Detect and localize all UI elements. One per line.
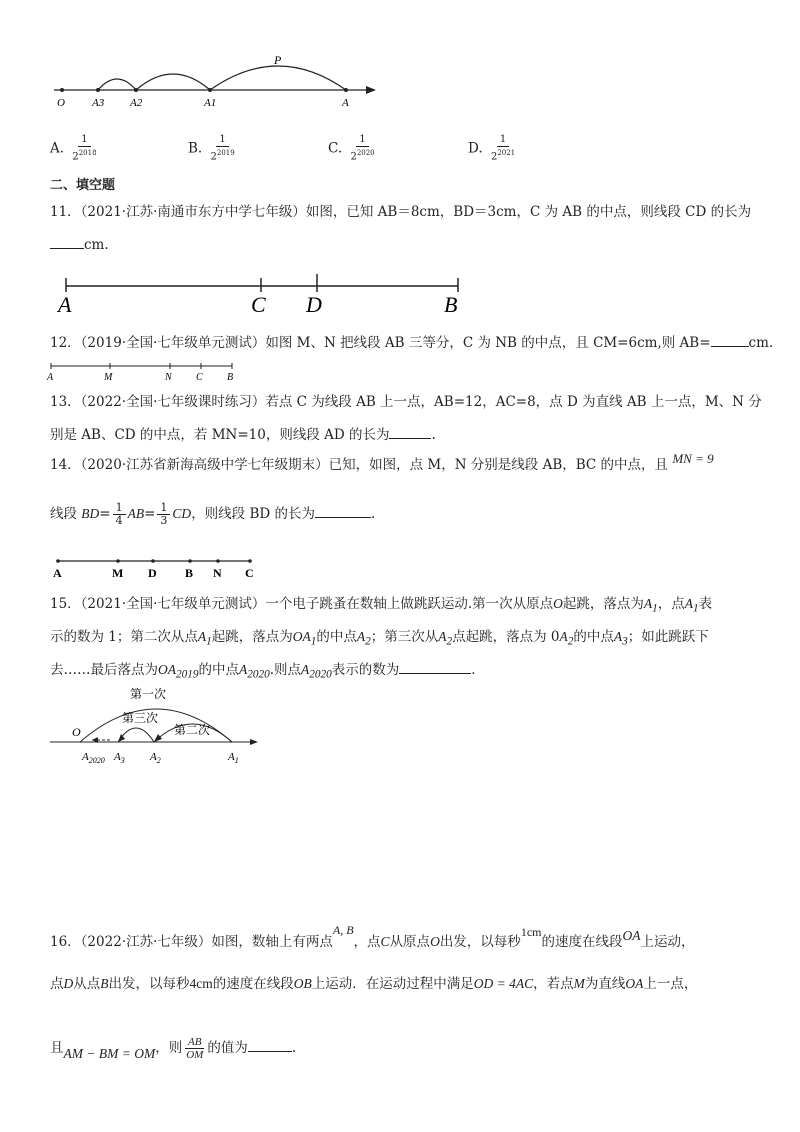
figure-jump-number-line xyxy=(48,44,388,114)
q15-label-o: O xyxy=(72,725,81,739)
q14-label-d: D xyxy=(148,566,157,580)
q16-line1: 16．（2022·江苏·七年级）如图，数轴上有两点A, B，点C从原点O出发，以每秒1cm的速度在线段OA上运动， xyxy=(50,923,695,950)
q15-figure xyxy=(46,684,262,766)
q12-label-b: B xyxy=(227,372,234,383)
q11-line1: 11．（2021·江苏·南通市东方中学七年级）如图，已知 AB＝8cm，BD＝3cm，C 为 AB 的中点，则线段 CD 的长为 xyxy=(50,204,752,220)
q11-label-d: D xyxy=(306,292,322,317)
q15-label-third: 第三次 xyxy=(122,711,159,725)
fig1-label-o: O xyxy=(57,97,65,109)
choice-a[interactable]: A. $\frac{1}{2^{2018}}$ xyxy=(50,134,97,163)
q12-label-a: A xyxy=(47,372,54,383)
q15-label-first: 第一次 xyxy=(130,687,167,701)
q15-line3: 去……最后落点为$OA_{2019}$的中点$A_{2020}$.则点$A_{2020}$表示的数为 . xyxy=(50,659,476,685)
q14-line2: 线段 BD= $\frac{1}{4}$ AB= $\frac{1}{3}$ CD，则线段 BD 的长为 . xyxy=(50,501,376,527)
choice-c[interactable]: C. $\frac{1}{2^{2020}}$ xyxy=(328,134,375,163)
q16-line3: 且AM − BM = OM，则 $\frac{AB}{OM}$ 的值为 . xyxy=(50,1036,297,1061)
q11-figure xyxy=(56,270,470,320)
section-title: 二、填空题 xyxy=(50,178,116,193)
q15-line2: 示的数为 1；第二次从点$A_1$起跳，落点为$OA_1$的中点$A_2$；第三次从$A_2$点起跳，落点为 $0A_2$的中点$A_3$；如此跳跃下 xyxy=(50,629,709,648)
fig1-label-a2: A2 xyxy=(130,97,143,109)
q12-label-n: N xyxy=(165,372,172,383)
q16-line2: 点D从点B出发，以每秒4cm的速度在线段OB上运动．在运动过程中满足OD = 4AC，若点M为直线OA上一点， xyxy=(50,976,698,992)
q14-label-m: M xyxy=(112,566,124,580)
q13-line1: 13．（2022·全国·七年级课时练习）若点 C 为线段 AB 上一点，AB=12，AC=8，点 D 为直线 AB 上一点，M、N 分 xyxy=(50,394,762,410)
q16-answer-blank[interactable] xyxy=(248,1037,292,1052)
q15-line1: 15．（2021·全国·七年级单元测试）一个电子跳蚤在数轴上做跳跃运动.第一次从原点O起跳，落点为$A_1$，点$A_1$表 xyxy=(50,596,713,615)
q15-label-a2020: $A_{2020}$ xyxy=(82,751,105,765)
q12-answer-blank[interactable] xyxy=(711,332,749,347)
fig1-label-a3: A3 xyxy=(92,97,105,109)
choice-b[interactable]: B. $\frac{1}{2^{2019}}$ xyxy=(188,134,235,163)
q14-mn: MN = 9 xyxy=(672,451,714,466)
choice-d[interactable]: D. $\frac{1}{2^{2021}}$ xyxy=(468,134,516,163)
q12-label-c: C xyxy=(196,372,203,383)
q11-label-c: C xyxy=(251,292,266,317)
q15-label-a1: $A_1$ xyxy=(228,751,239,765)
fig1-label-a1: A1 xyxy=(204,97,217,109)
q11-label-a: A xyxy=(58,292,72,317)
q14-answer-blank[interactable] xyxy=(315,503,371,518)
q12-label-m: M xyxy=(104,372,113,383)
q15-label-second: 第二次 xyxy=(174,723,211,737)
q12-line: 12．（2019·全国·七年级单元测试）如图 M、N 把线段 AB 三等分，C 为 NB 的中点，且 CM=6cm,则 AB= cm. xyxy=(50,332,773,353)
q14-line1: 14．（2020·江苏省新海高级中学七年级期末）已知，如图，点 M，N 分别是线段 AB，BC 的中点，且 MN = 9 xyxy=(50,451,714,473)
q11-label-b: B xyxy=(444,292,458,317)
q15-label-a2: $A_2$ xyxy=(150,751,161,765)
q15-answer-blank[interactable] xyxy=(399,659,471,674)
q13-answer-blank[interactable] xyxy=(389,424,431,439)
q14-label-n: N xyxy=(213,566,222,580)
fig1-label-a: A xyxy=(342,97,349,109)
fig1-label-p: P xyxy=(274,53,282,67)
q14-label-b: B xyxy=(185,566,194,580)
q15-label-a3: $A_3$ xyxy=(114,751,125,765)
q14-label-c: C xyxy=(245,566,254,580)
q13-line2: 别是 AB、CD 的中点，若 MN=10，则线段 AD 的长为 . xyxy=(50,424,436,445)
q11-line2: cm. xyxy=(50,234,109,255)
q14-figure xyxy=(50,555,262,581)
q14-label-a: A xyxy=(53,566,62,580)
q11-answer-blank[interactable] xyxy=(50,234,84,249)
q12-figure xyxy=(46,358,246,384)
